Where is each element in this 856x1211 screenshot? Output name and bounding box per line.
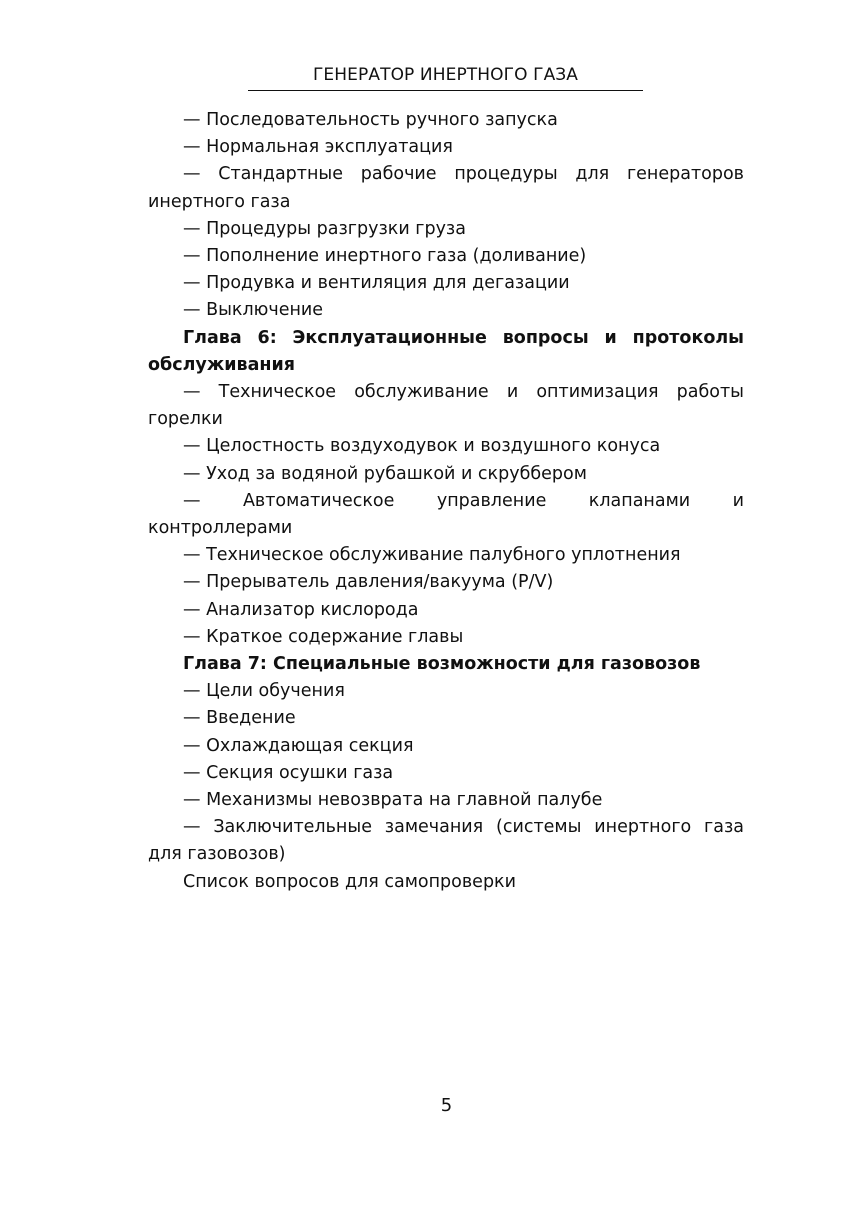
toc-item: — Последовательность ручного запуска bbox=[183, 110, 558, 130]
toc-item: — Автоматическое управление клапанами и контроллерами bbox=[148, 490, 744, 539]
chapter-heading: Глава 6: Эксплуатационные вопросы и протоколы обслуживания bbox=[148, 327, 744, 375]
toc-item: — Секция осушки газа bbox=[183, 762, 394, 783]
toc-item: — Нормальная эксплуатация bbox=[183, 137, 453, 158]
toc-item: — Механизмы невозврата на главной палубе bbox=[183, 790, 603, 811]
toc-item: — Целостность воздуходувок и воздушного конуса bbox=[183, 436, 661, 457]
toc-item: — Введение bbox=[183, 708, 296, 729]
toc-item: — Процедуры разгрузки груза bbox=[183, 218, 466, 239]
toc-item: — Техническое обслуживание и оптимизация работы горелки bbox=[148, 382, 744, 430]
table-of-contents bbox=[148, 107, 744, 896]
toc-item: — Прерыватель давления/вакуума (P/V) bbox=[183, 572, 554, 593]
chapter-heading: Глава 7: Специальные возможности для газовозов bbox=[183, 654, 701, 675]
page-number: 5 bbox=[440, 1095, 453, 1116]
toc-item: — Охлаждающая секция bbox=[183, 735, 414, 756]
header-rule bbox=[248, 90, 643, 91]
toc-item: — Техническое обслуживание палубного уплотнения bbox=[183, 545, 681, 566]
toc-item: — Цели обучения bbox=[183, 681, 345, 702]
toc-item: — Краткое содержание главы bbox=[183, 626, 464, 647]
toc-item: — Анализатор кислорода bbox=[183, 599, 419, 620]
toc-item: — Заключительные замечания (системы инертного газа для газовозов) bbox=[148, 817, 744, 865]
toc-item: — Уход за водяной рубашкой и скруббером bbox=[183, 463, 587, 484]
toc-item: — Стандартные рабочие процедуры для генераторов инертного газа bbox=[148, 164, 744, 212]
toc-item: — Продувка и вентиляция для дегазации bbox=[183, 273, 570, 294]
toc-item: Список вопросов для самопроверки bbox=[183, 871, 516, 892]
running-header-title: ГЕНЕРАТОР ИНЕРТНОГО ГАЗА bbox=[312, 65, 579, 85]
toc-item: — Пополнение инертного газа (доливание) bbox=[183, 246, 587, 267]
toc-item: — Выключение bbox=[183, 300, 324, 321]
